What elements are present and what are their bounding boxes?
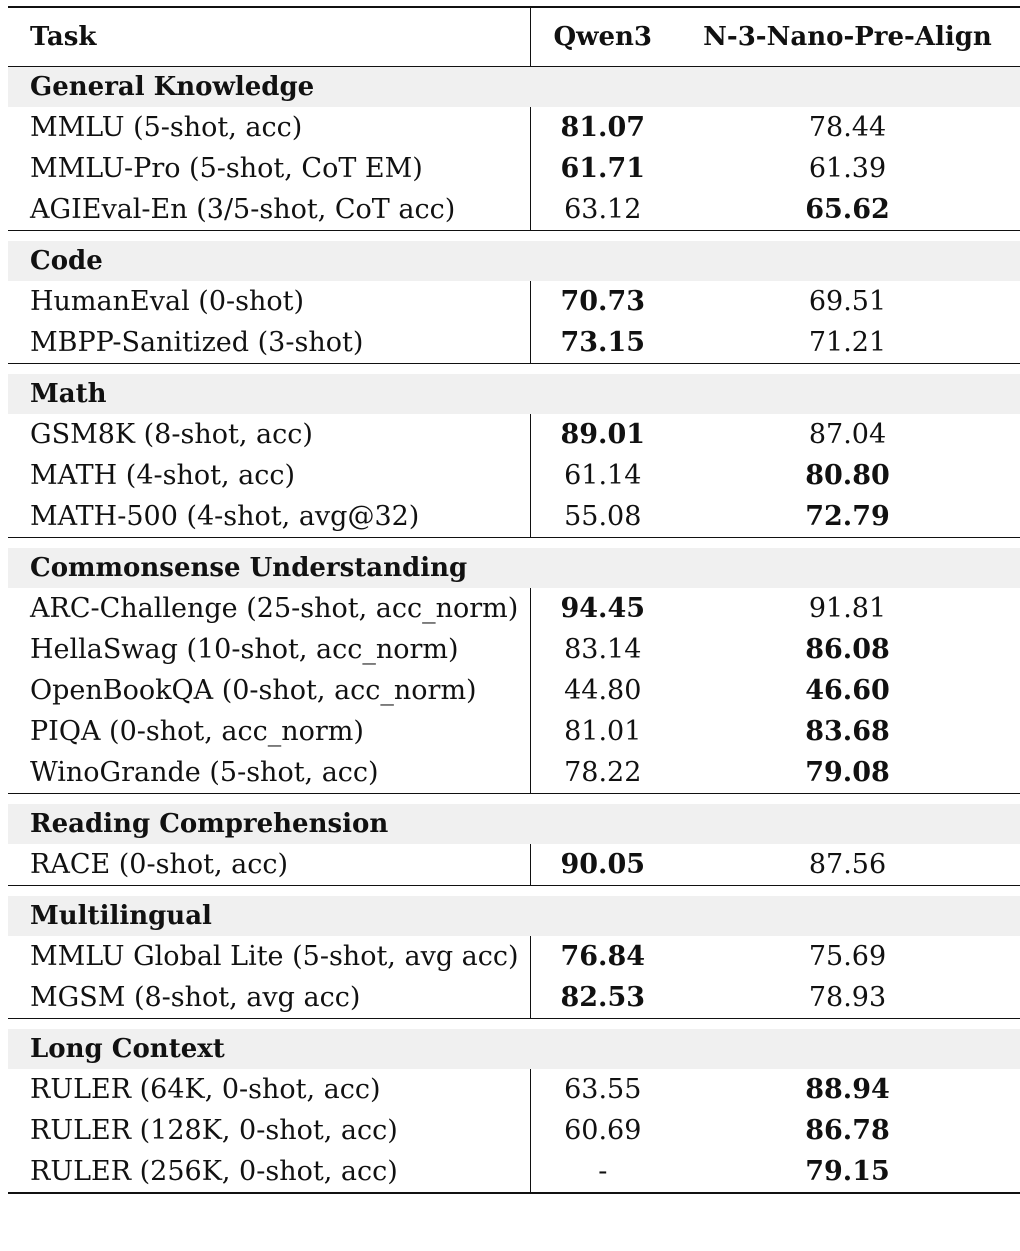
task-cell: HellaSwag (10-shot, acc_norm) [8,629,530,670]
table-row [8,1110,1020,1151]
task-cell: AGIEval-En (3/5-shot, CoT acc) [8,189,530,231]
header-nano: N-3-Nano-Pre-Align [675,7,1020,67]
table-row [8,322,1020,364]
table-row [8,107,1020,148]
category-label: Commonsense Understanding [8,548,1020,588]
category-label: General Knowledge [8,67,1020,108]
group-spacer [8,886,1020,897]
task-cell: MATH (4-shot, acc) [8,455,530,496]
category-row [8,374,1020,414]
spacer-cell [8,538,1020,549]
table-row [8,1069,1020,1110]
category-row [8,896,1020,936]
category-row [8,548,1020,588]
category-label: Long Context [8,1029,1020,1069]
group-spacer [8,364,1020,375]
task-cell: RULER (64K, 0-shot, acc) [8,1069,530,1110]
qwen-score-cell: 82.53 [530,977,675,1019]
qwen-score-cell: - [530,1151,675,1193]
category-label: Multilingual [8,896,1020,936]
spacer-cell [8,886,1020,897]
qwen-score-cell: 70.73 [560,286,646,317]
header-task: Task [8,7,530,67]
task-cell: MATH-500 (4-shot, avg@32) [8,496,530,538]
task-cell: WinoGrande (5-shot, acc) [8,752,530,794]
table-row [8,189,1020,231]
table-row [8,588,1020,629]
table-body [8,67,1020,1194]
qwen-score-cell: 89.01 [560,419,646,450]
task-cell: OpenBookQA (0-shot, acc_norm) [8,670,530,711]
qwen-score-cell: 44.80 [564,675,642,706]
table-row [8,670,1020,711]
table-row [8,711,1020,752]
qwen-score-cell: 55.08 [530,496,675,538]
nano-score-cell: 88.94 [805,1074,890,1105]
nano-score-cell: 65.62 [675,189,1020,231]
nano-score-cell: 86.78 [805,1115,890,1146]
qwen-score-cell: 83.14 [564,634,642,665]
nano-score-cell: 79.08 [675,752,1020,794]
nano-score-cell: 79.15 [675,1151,1020,1193]
category-label: Code [8,241,1020,281]
nano-score-cell: 75.69 [808,941,887,972]
header-qwen: Qwen3 [530,7,675,67]
table-row [8,455,1020,496]
qwen-score-cell: 81.01 [564,716,642,747]
header-row [8,7,1020,67]
nano-score-cell: 86.08 [805,634,890,665]
spacer-cell [8,231,1020,242]
table-row [8,281,1020,322]
nano-score-cell: 78.44 [808,112,887,143]
task-cell: MGSM (8-shot, avg acc) [8,977,530,1019]
nano-score-cell: 80.80 [805,460,890,491]
qwen-score-cell: 73.15 [530,322,675,364]
table-row [8,752,1020,794]
qwen-score-cell: 63.55 [564,1074,642,1105]
qwen-score-cell: 90.05 [530,844,675,886]
category-row [8,241,1020,281]
task-cell: MMLU (5-shot, acc) [8,107,530,148]
qwen-score-cell: 76.84 [560,941,646,972]
category-label: Math [8,374,1020,414]
nano-score-cell: 61.39 [808,153,887,184]
spacer-cell [8,364,1020,375]
table-row [8,414,1020,455]
nano-score-cell: 87.56 [675,844,1020,886]
task-cell: RACE (0-shot, acc) [8,844,530,886]
nano-score-cell: 78.93 [675,977,1020,1019]
qwen-score-cell: 60.69 [564,1115,642,1146]
spacer-cell [8,794,1020,805]
group-spacer [8,794,1020,805]
category-row [8,804,1020,844]
table-row [8,1151,1020,1193]
category-label: Reading Comprehension [8,804,1020,844]
category-row [8,1029,1020,1069]
task-cell: RULER (128K, 0-shot, acc) [8,1110,530,1151]
nano-score-cell: 83.68 [805,716,890,747]
task-cell: MMLU Global Lite (5-shot, avg acc) [8,936,530,977]
table-row [8,148,1020,189]
category-row [8,67,1020,108]
table-row [8,629,1020,670]
task-cell: RULER (256K, 0-shot, acc) [8,1151,530,1193]
qwen-score-cell: 61.71 [560,153,646,184]
table-row [8,844,1020,886]
qwen-score-cell: 61.14 [564,460,642,491]
task-cell: MMLU-Pro (5-shot, CoT EM) [8,148,530,189]
qwen-score-cell: 63.12 [530,189,675,231]
qwen-score-cell: 94.45 [560,593,646,624]
task-cell: HumanEval (0-shot) [8,281,530,322]
group-spacer [8,231,1020,242]
nano-score-cell: 87.04 [808,419,887,450]
table-row [8,936,1020,977]
group-spacer [8,538,1020,549]
table-row [8,977,1020,1019]
task-cell: GSM8K (8-shot, acc) [8,414,530,455]
task-cell: MBPP-Sanitized (3-shot) [8,322,530,364]
task-cell: ARC-Challenge (25-shot, acc_norm) [8,588,530,629]
group-spacer [8,1019,1020,1030]
nano-score-cell: 71.21 [675,322,1020,364]
nano-score-cell: 72.79 [675,496,1020,538]
spacer-cell [8,1019,1020,1030]
nano-score-cell: 69.51 [808,286,887,317]
task-cell: PIQA (0-shot, acc_norm) [8,711,530,752]
qwen-score-cell: 81.07 [560,112,646,143]
table-row [8,496,1020,538]
nano-score-cell: 46.60 [805,675,890,706]
results-table [8,6,1020,1194]
qwen-score-cell: 78.22 [530,752,675,794]
nano-score-cell: 91.81 [808,593,887,624]
